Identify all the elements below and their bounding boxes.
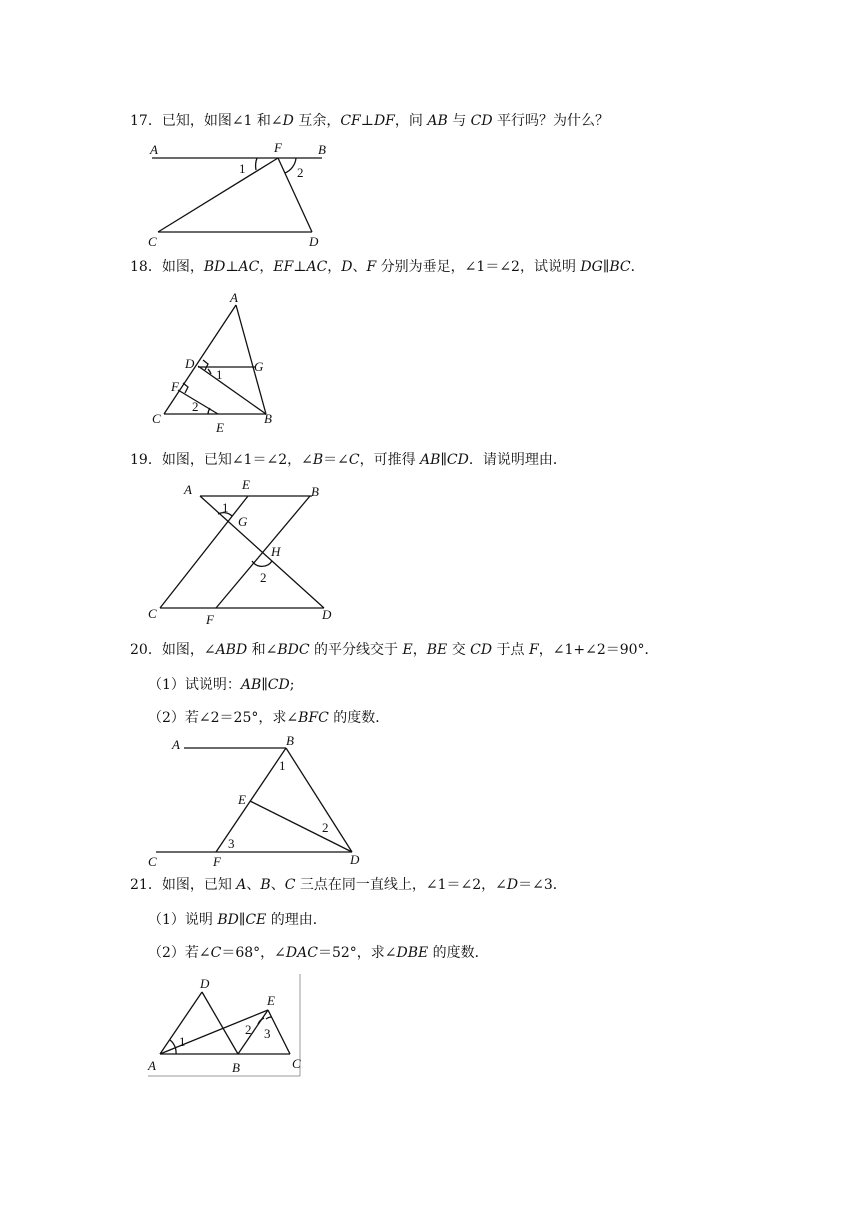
point-H: H <box>271 544 281 559</box>
point-D: D <box>309 234 319 249</box>
question-20-part-1: （1）试说明：AB∥CD; <box>148 677 295 693</box>
question-20-part-2: （2）若∠2＝25°，求∠BFC 的度数． <box>148 710 390 726</box>
question-number: 19． <box>130 452 162 468</box>
angle-2: 2 <box>245 1022 252 1037</box>
question-21-part-2: （2）若∠C＝68°，∠DAC＝52°，求∠DBE 的度数． <box>148 945 489 961</box>
point-G: G <box>254 359 264 374</box>
point-B: B <box>318 142 326 157</box>
angle-3: 3 <box>264 1026 271 1041</box>
point-A: A <box>184 482 192 497</box>
figure-20 <box>140 732 380 872</box>
question-number: 20． <box>130 642 162 658</box>
question-17: 17．已知，如图∠1 和∠D 互余，CF⊥DF，问 AB 与 CD 平行吗？为什么？ <box>130 113 610 129</box>
point-E: E <box>267 993 275 1008</box>
question-21: 21．如图，已知 A、B、C 三点在同一直线上，∠1＝∠2，∠D＝∠3． <box>130 877 567 893</box>
point-B: B <box>286 733 294 748</box>
question-18: 18．如图，BD⊥AC，EF⊥AC，D、F 分别为垂足，∠1＝∠2，试说明 DG∥BC． <box>130 259 645 275</box>
question-number: 18． <box>130 259 162 275</box>
angle-1: 1 <box>279 758 286 773</box>
point-F: F <box>171 379 179 394</box>
angle-1: 1 <box>239 161 246 176</box>
figure-19 <box>140 474 350 629</box>
question-19: 19．如图，已知∠1＝∠2，∠B＝∠C，可推得 AB∥CD．请说明理由． <box>130 452 567 468</box>
point-G: G <box>238 514 248 529</box>
point-C: C <box>148 606 157 621</box>
figure-18 <box>150 290 290 440</box>
angle-1: 1 <box>222 500 229 515</box>
point-D: D <box>185 356 195 371</box>
figure-21 <box>140 974 310 1079</box>
point-D: D <box>200 976 210 991</box>
point-A: A <box>230 290 238 305</box>
point-D: D <box>350 852 360 867</box>
question-21-part-1: （1）说明 BD∥CE 的理由． <box>148 912 327 928</box>
angle-3: 3 <box>228 836 235 851</box>
point-A: A <box>172 737 180 752</box>
figure-17 <box>140 136 360 251</box>
point-F: F <box>274 140 282 155</box>
question-20: 20．如图，∠ABD 和∠BDC 的平分线交于 E，BE 交 CD 于点 F，∠1+∠2＝90°． <box>130 642 659 658</box>
point-B: B <box>311 484 319 499</box>
point-F: F <box>213 854 221 869</box>
angle-2: 2 <box>322 820 329 835</box>
point-C: C <box>292 1056 301 1071</box>
angle-2: 2 <box>192 399 199 414</box>
point-E: E <box>242 477 250 492</box>
angle-2: 2 <box>297 165 304 180</box>
question-number: 21． <box>130 877 162 893</box>
point-D: D <box>322 607 332 622</box>
point-E: E <box>238 792 246 807</box>
point-C: C <box>152 411 161 426</box>
point-B: B <box>264 411 272 426</box>
point-C: C <box>148 234 157 249</box>
question-number: 17． <box>130 113 162 129</box>
angle-2: 2 <box>260 570 267 585</box>
point-E: E <box>216 420 224 435</box>
point-C: C <box>148 854 157 869</box>
angle-1: 1 <box>216 367 223 382</box>
angle-1: 1 <box>179 1034 186 1049</box>
point-A: A <box>150 142 158 157</box>
point-A: A <box>148 1058 156 1073</box>
point-F: F <box>206 612 214 627</box>
point-B: B <box>232 1060 240 1075</box>
